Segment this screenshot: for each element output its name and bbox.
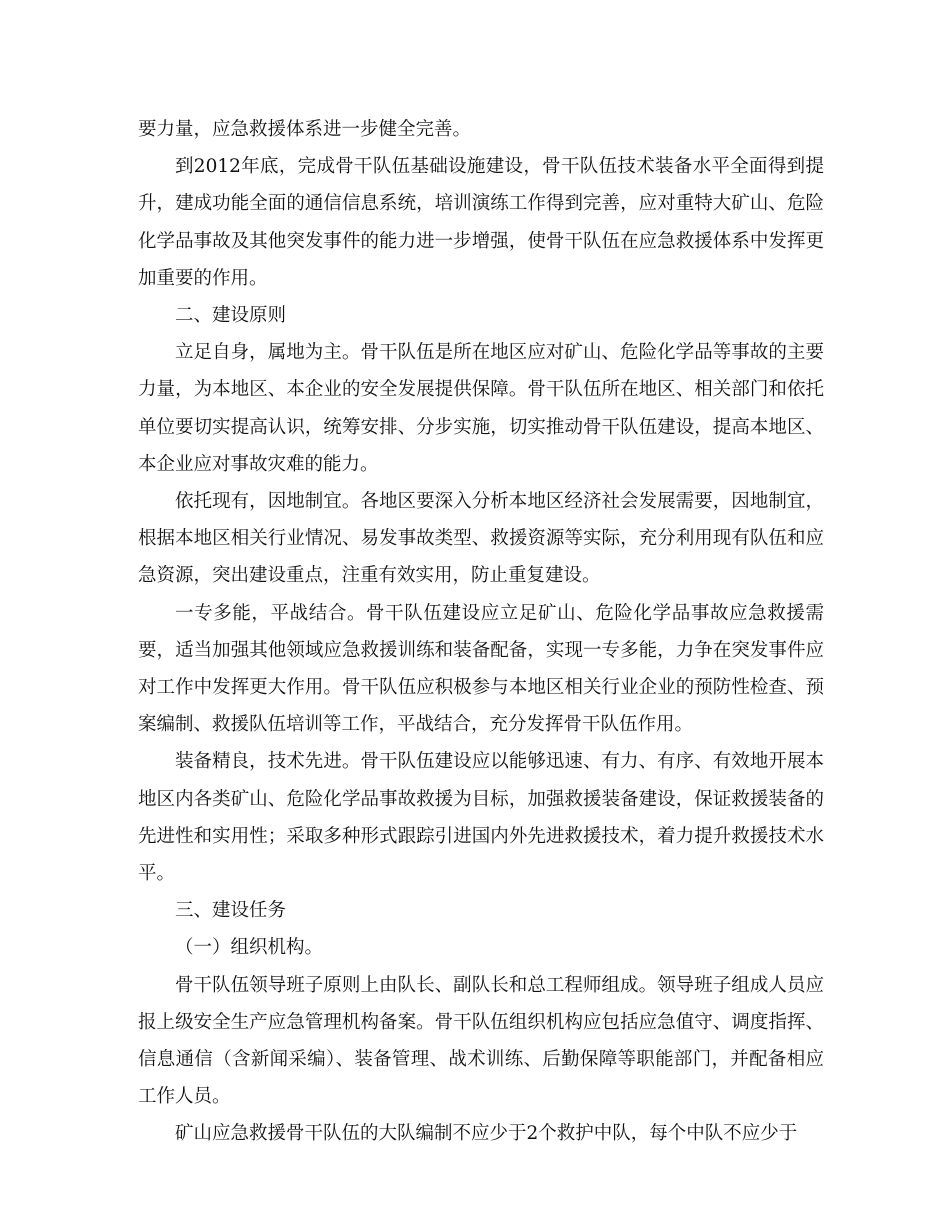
section-heading-principles: 二、建设原则 xyxy=(175,305,287,327)
paragraph-leadership: 骨干队伍领导班子原则上由队长、副队长和总工程师组成。领导班子组成人员应报上级安全生产应急管理机构备案。骨干队伍组织机构应包括应急值守、调度指挥、信息通信（含新闻采编）、装备管理、战术训练、后勤保障等职能部门，并配备相应工作人员。 xyxy=(138,974,824,1108)
paragraph-principle-existing: 依托现有，因地制宜。各地区要深入分析本地区经济社会发展需要，因地制宜，根据本地区相关行业情况、易发事故类型、救援资源等实际，充分利用现有队伍和应急资源，突出建设重点，注重有效实用，防止重复建设。 xyxy=(138,491,824,587)
paragraph-mine-rescue-team: 矿山应急救援骨干队伍的大队编制不应少于2个救护中队，每个中队不应少于 xyxy=(175,1123,798,1145)
paragraph-continuation: 要力量，应急救援体系进一步健全完善。 xyxy=(138,119,472,140)
paragraph-principle-equipment: 装备精良，技术先进。骨干队伍建设应以能够迅速、有力、有序、有效地开展本地区内各类矿山、危险化学品事故救援为目标，加强救援装备建设，保证救援装备的先进性和实用性；采取多种形式跟踪引进国内外先进救援技术，着力提升救援技术水平。 xyxy=(138,751,824,885)
paragraph-2012-goal: 到2012年底，完成骨干队伍基础设施建设，骨干队伍技术装备水平全面得到提升，建成功能全面的通信信息系统，培训演练工作得到完善，应对重特大矿山、危险化学品事故及其他突发事件的能力进一步增强，使骨干队伍在应急救援体系中发挥更加重要的作用。 xyxy=(138,156,824,289)
section-heading-tasks: 三、建设任务 xyxy=(175,900,287,922)
subsection-heading-organization: （一）组织机构。 xyxy=(175,937,324,959)
paragraph-principle-multi-skill: 一专多能，平战结合。骨干队伍建设应立足矿山、危险化学品事故应急救援需要，适当加强其他领域应急救援训练和装备配备，实现一专多能，力争在突发事件应对工作中发挥更大作用。骨干队伍应积极参与本地区相关行业企业的预防性检查、预案编制、救援队伍培训等工作，平战结合，充分发挥骨干队伍作用。 xyxy=(138,602,824,736)
document-body xyxy=(138,111,824,1153)
paragraph-principle-local: 立足自身，属地为主。骨干队伍是所在地区应对矿山、危险化学品等事故的主要力量，为本地区、本企业的安全发展提供保障。骨干队伍所在地区、相关部门和依托单位要切实提高认识，统筹安排、分步实施，切实推动骨干队伍建设，提高本地区、本企业应对事故灾难的能力。 xyxy=(138,342,824,475)
